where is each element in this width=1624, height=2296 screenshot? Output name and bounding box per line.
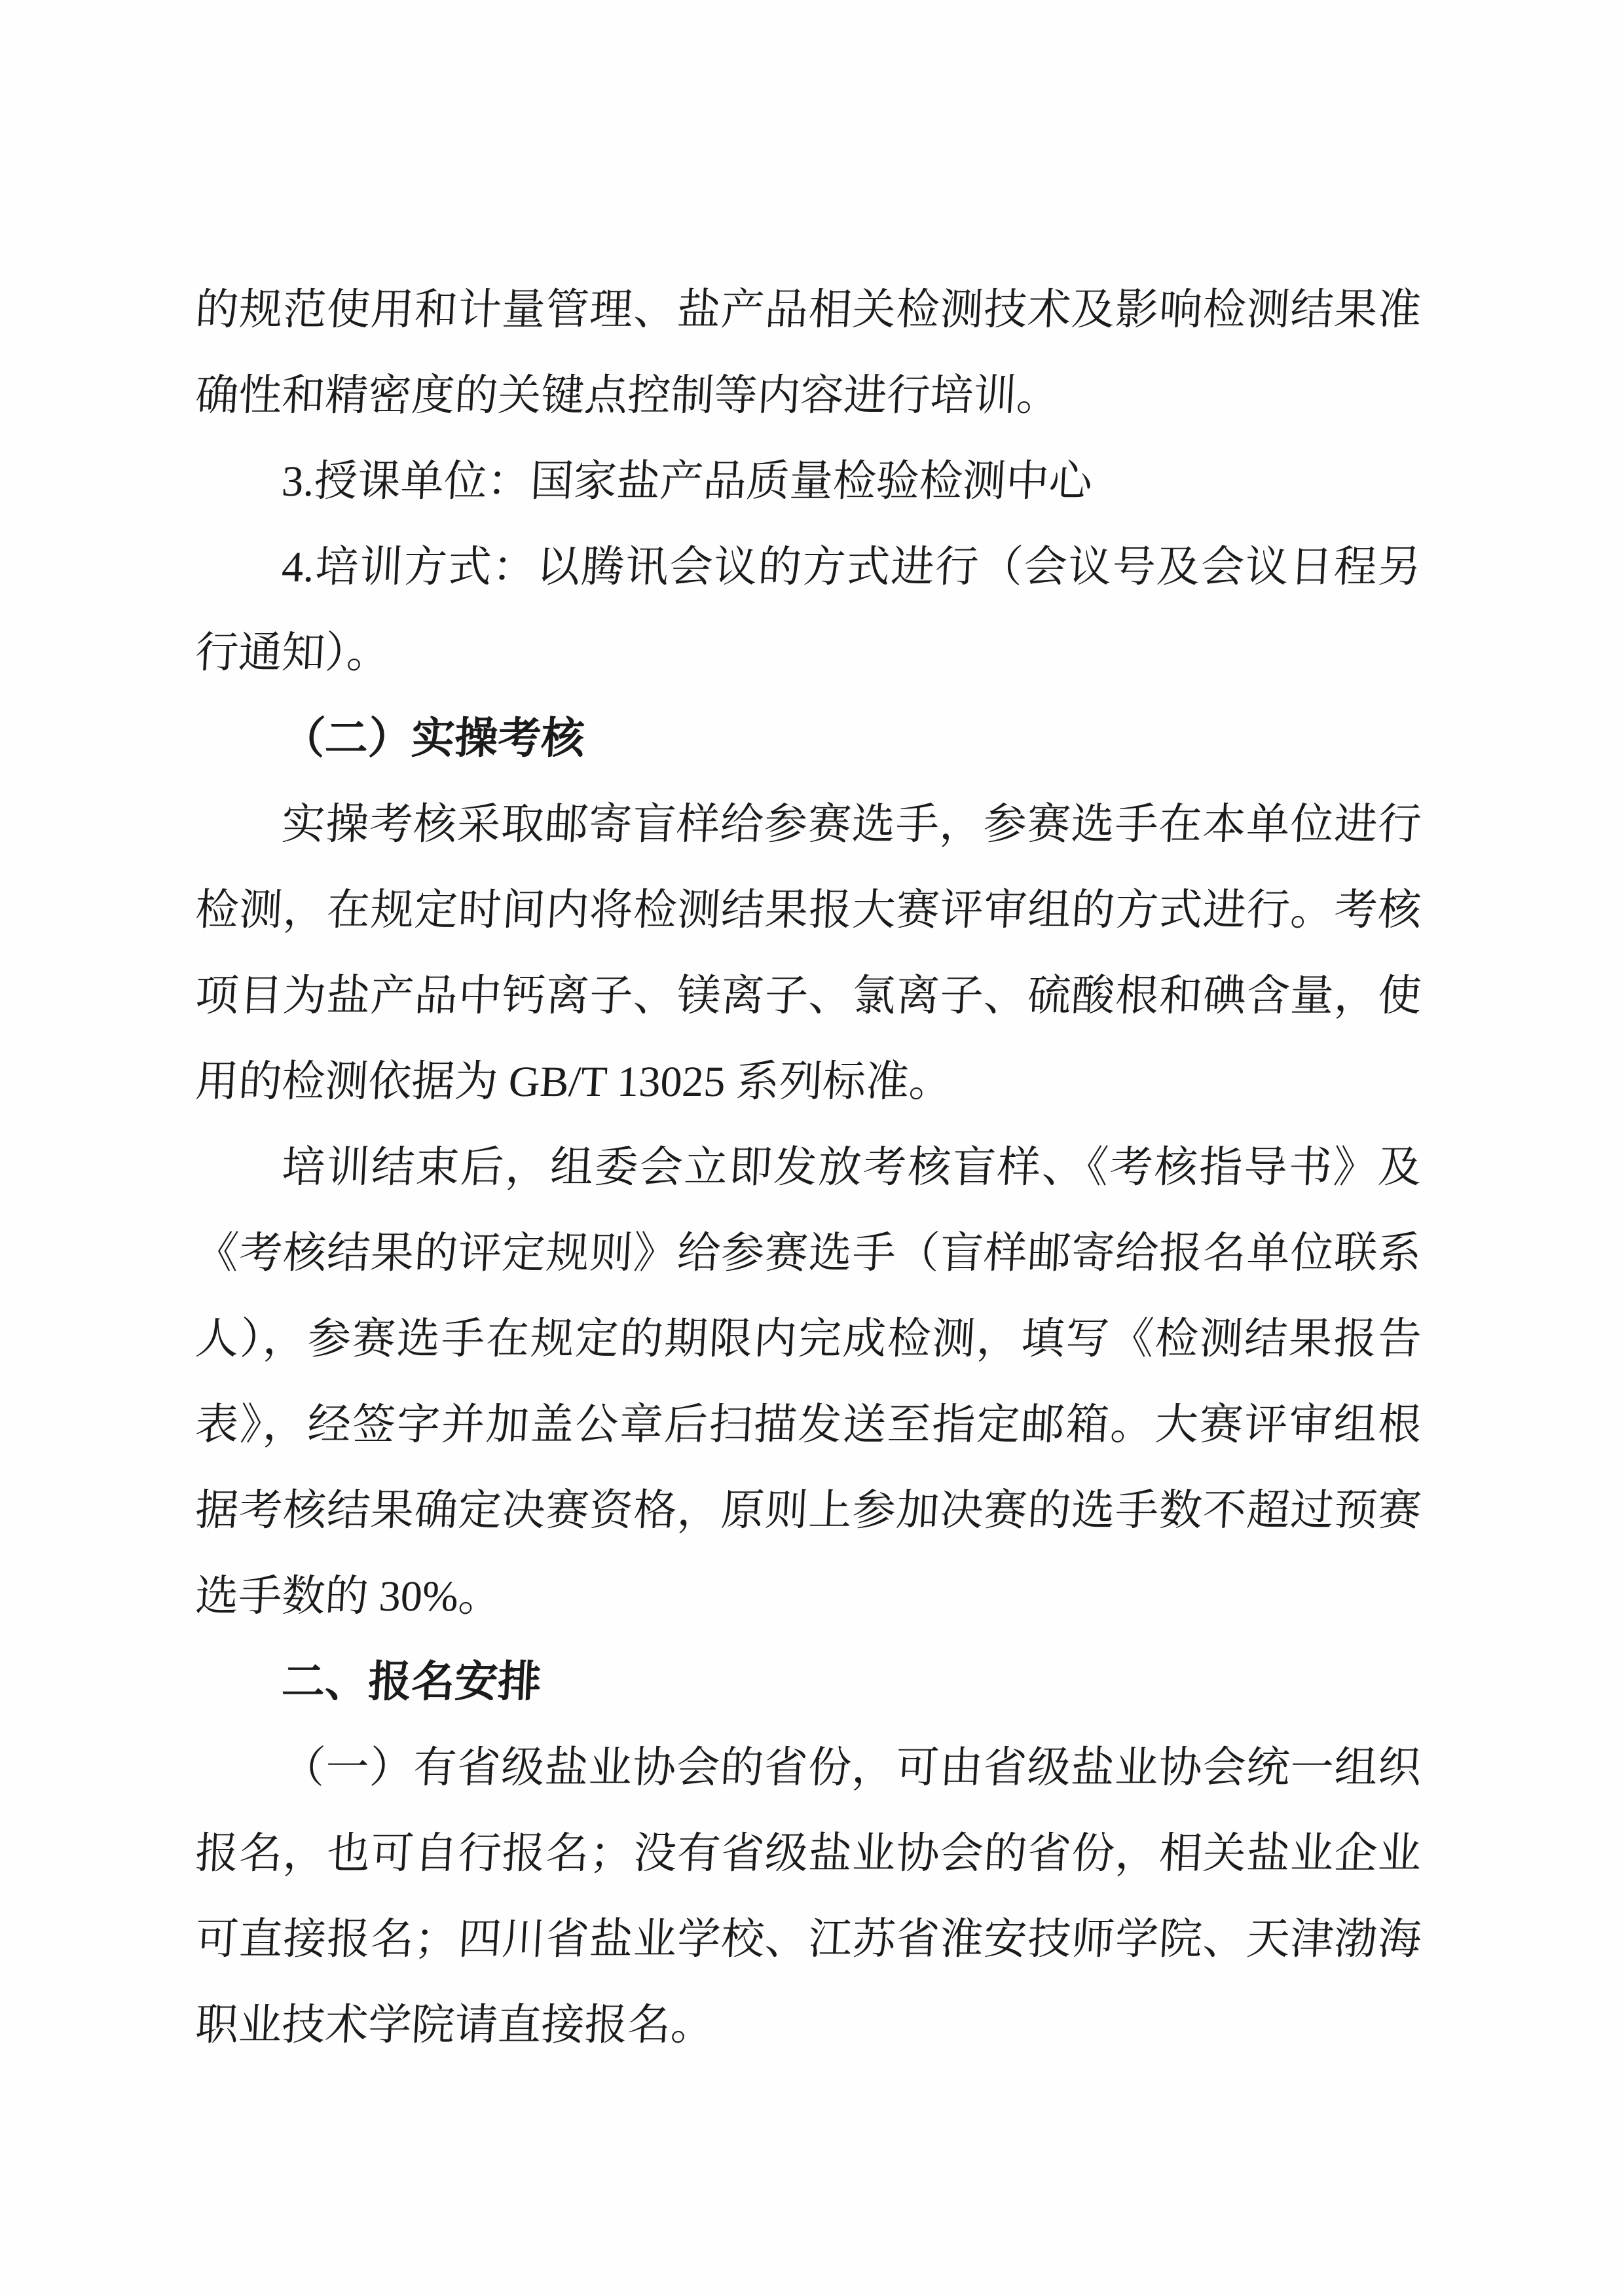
text-line: 职业技术学院请直接报名。 <box>194 2001 716 2049</box>
text-line: 人），参赛选手在规定的期限内完成检测，填写《检测结果报告 <box>194 1315 1423 1363</box>
text-line: 3.授课单位：国家盐产品质量检验检测中心 <box>280 458 1094 505</box>
text-line: 《考核结果的评定规则》给参赛选手（盲样邮寄给报名单位联系 <box>194 1230 1423 1277</box>
text-line: 选手数的 30%。 <box>194 1573 503 1620</box>
text-line: 培训结束后，组委会立即发放考核盲样、《考核指导书》及 <box>280 1144 1423 1192</box>
text-line: 可直接报名；四川省盐业学校、江苏省淮安技师学院、天津渤海 <box>194 1916 1423 1963</box>
document-body <box>193 267 1423 2068</box>
text-line: 行通知）。 <box>194 629 392 677</box>
text-line: 据考核结果确定决赛资格，原则上参加决赛的选手数不超过预赛 <box>194 1487 1423 1535</box>
text-line: 用的检测依据为 GB/T 13025 系列标准。 <box>194 1058 954 1106</box>
text-line: 检测，在规定时间内将检测结果报大赛评审组的方式进行。考核 <box>194 886 1423 934</box>
text-line: 的规范使用和计量管理、盐产品相关检测技术及影响检测结果准 <box>194 286 1423 334</box>
text-line: 表》，经签字并加盖公章后扫描发送至指定邮箱。大赛评审组根 <box>194 1401 1423 1449</box>
text-line: （一）有省级盐业协会的省份，可由省级盐业协会统一组织 <box>280 1744 1423 1792</box>
heading-line: 二、报名安排 <box>280 1658 543 1706</box>
text-line: 4.培训方式：以腾讯会议的方式进行（会议号及会议日程另 <box>280 543 1423 591</box>
text-line: 报名，也可自行报名；没有省级盐业协会的省份，相关盐业企业 <box>194 1830 1423 1878</box>
text-line: 确性和精密度的关键点控制等内容进行培训。 <box>194 372 1061 420</box>
text-line: 项目为盐产品中钙离子、镁离子、氯离子、硫酸根和碘含量，使 <box>194 972 1423 1020</box>
text-line: 实操考核采取邮寄盲样给参赛选手，参赛选手在本单位进行 <box>280 801 1423 848</box>
heading-line: （二）实操考核 <box>280 715 586 763</box>
